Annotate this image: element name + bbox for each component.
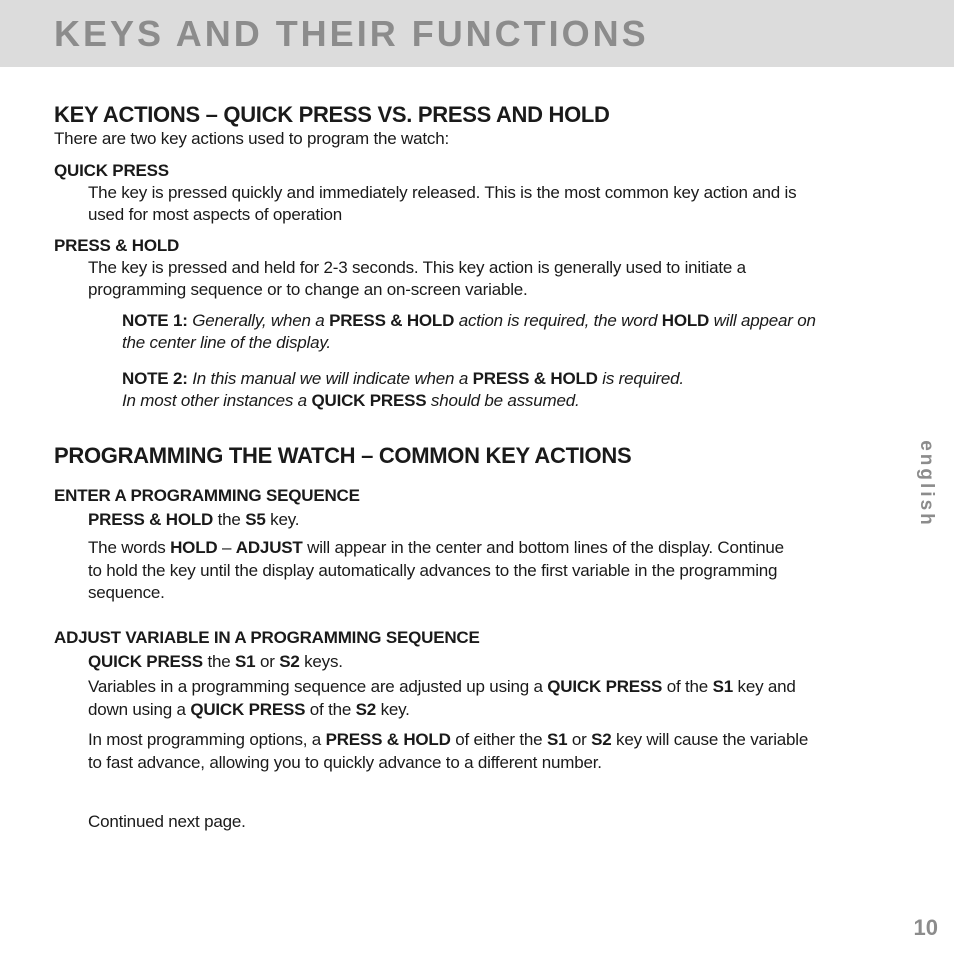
adjust-variable-heading: ADJUST VARIABLE IN A PROGRAMMING SEQUENCE xyxy=(54,627,480,647)
page-number: 10 xyxy=(913,915,938,940)
note-2-label: NOTE 2: xyxy=(122,368,188,388)
quick-press-desc-line2: used for most aspects of operation xyxy=(88,205,343,224)
section-heading-programming: PROGRAMMING THE WATCH – COMMON KEY ACTIONS xyxy=(54,442,632,468)
press-hold-desc-line1: The key is pressed and held for 2-3 seconds. This key action is generally used to initiate a xyxy=(88,257,746,277)
enter-sequence-heading: ENTER A PROGRAMMING SEQUENCE xyxy=(54,485,360,505)
language-side-tab: english xyxy=(916,440,937,528)
quick-press-heading: QUICK PRESS xyxy=(54,160,169,180)
page-title: KEYS AND THEIR FUNCTIONS xyxy=(54,13,649,54)
note-2-line2: In most other instances a QUICK PRESS should be assumed. xyxy=(122,391,580,410)
enter-sequence-desc-line2: to hold the key until the display automatically advances to the first variable in the programming xyxy=(88,560,778,580)
note-1-line1: NOTE 1: Generally, when a PRESS & HOLD action is required, the word HOLD will appear on xyxy=(122,310,816,330)
adjust-variable-desc2-line2: to fast advance, allowing you to quickly advance to a different number. xyxy=(88,752,602,772)
adjust-variable-desc1-line2: down using a QUICK PRESS of the S2 key. xyxy=(88,699,410,719)
section-heading-key-actions: KEY ACTIONS – QUICK PRESS VS. PRESS AND HOLD xyxy=(54,102,610,127)
press-hold-heading: PRESS & HOLD xyxy=(54,235,180,255)
enter-sequence-instruction: PRESS & HOLD the S5 key. xyxy=(88,509,300,529)
enter-sequence-desc-line3: sequence. xyxy=(88,583,165,602)
main-content xyxy=(54,101,884,834)
note-1-line2: the center line of the display. xyxy=(122,333,331,352)
continued-note: Continued next page. xyxy=(88,812,246,831)
adjust-variable-desc2-line1: In most programming options, a PRESS & HOLD of either the S1 or S2 key will cause the variable xyxy=(88,730,809,749)
press-hold-desc-line2: programming sequence or to change an on-screen variable. xyxy=(88,280,528,299)
note-1-label: NOTE 1: xyxy=(122,310,188,330)
note-2-line1: NOTE 2: In this manual we will indicate when a PRESS & HOLD is required. xyxy=(122,368,684,388)
intro-text: There are two key actions used to program the watch: xyxy=(54,129,449,148)
enter-sequence-desc-line1: The words HOLD – ADJUST will appear in the center and bottom lines of the display. Continue xyxy=(88,538,784,557)
adjust-variable-desc1-line1: Variables in a programming sequence are adjusted up using a QUICK PRESS of the S1 key and xyxy=(88,677,796,696)
adjust-variable-instruction: QUICK PRESS the S1 or S2 keys. xyxy=(88,651,343,671)
quick-press-desc-line1: The key is pressed quickly and immediately released. This is the most common key action and is xyxy=(88,182,797,202)
